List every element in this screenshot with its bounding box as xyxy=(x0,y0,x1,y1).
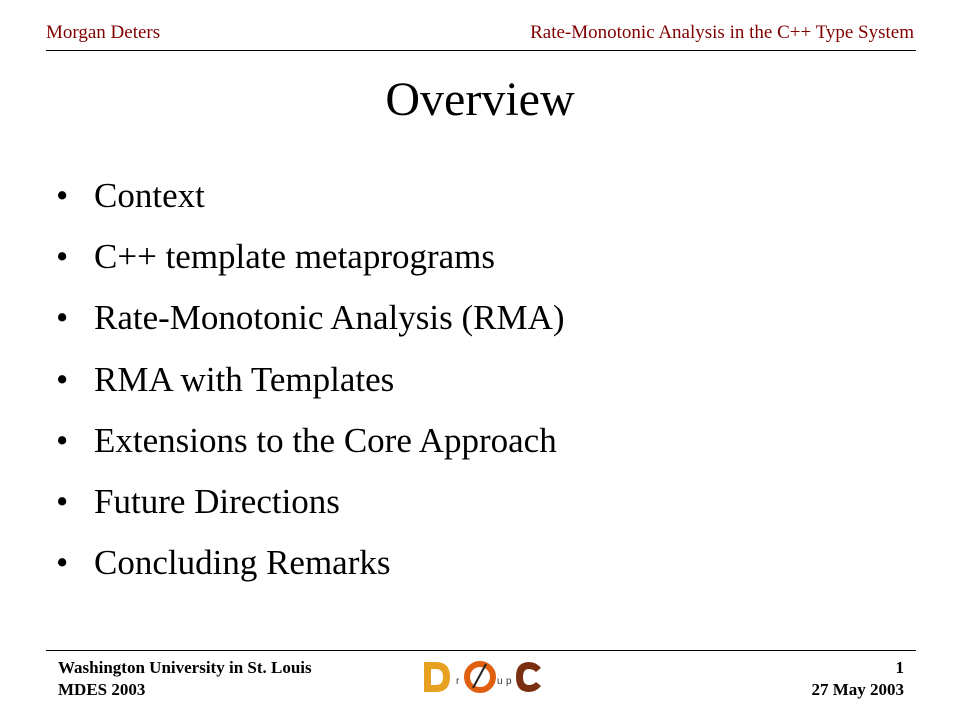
doc-group-logo xyxy=(420,658,544,696)
bullet-text: Rate-Monotonic Analysis (RMA) xyxy=(94,298,565,338)
slide-title: Overview xyxy=(385,73,575,126)
header-divider xyxy=(46,50,916,51)
talk-title: Rate-Monotonic Analysis in the C++ Type System xyxy=(530,22,914,43)
bullet-item xyxy=(56,298,565,359)
bullet-marker: • xyxy=(56,481,69,521)
author-name: Morgan Deters xyxy=(46,22,161,43)
bullet-text: Future Directions xyxy=(94,481,340,521)
bullet-marker: • xyxy=(56,359,69,399)
bullet-text: Context xyxy=(94,176,205,215)
footer-divider xyxy=(46,650,916,651)
bullet-item xyxy=(56,176,565,237)
slide-number: 1 xyxy=(895,658,904,677)
logo-letter-u: u xyxy=(497,676,503,687)
logo-letter-r: r xyxy=(456,676,460,687)
bullet-marker: • xyxy=(56,237,69,277)
bullet-marker: • xyxy=(56,298,69,338)
bullet-text: Extensions to the Core Approach xyxy=(94,420,557,460)
bullet-item xyxy=(56,543,565,604)
logo-d-shape xyxy=(424,662,450,692)
bullet-item xyxy=(56,360,565,421)
venue-name: MDES 2003 xyxy=(58,680,146,699)
bullet-list xyxy=(56,176,565,604)
bullet-marker: • xyxy=(56,176,69,215)
bullet-marker: • xyxy=(56,543,69,583)
bullet-item xyxy=(56,237,565,298)
bullet-item xyxy=(56,421,565,482)
institution-name: Washington University in St. Louis xyxy=(58,658,312,677)
presentation-date: 27 May 2003 xyxy=(811,680,904,699)
logo-c-shape xyxy=(516,662,541,692)
bullet-item xyxy=(56,482,565,543)
bullet-text: Concluding Remarks xyxy=(94,543,391,583)
bullet-marker: • xyxy=(56,420,69,460)
bullet-text: C++ template metaprograms xyxy=(94,237,496,277)
bullet-text: RMA with Templates xyxy=(94,359,395,399)
logo-letter-p: p xyxy=(506,676,512,687)
